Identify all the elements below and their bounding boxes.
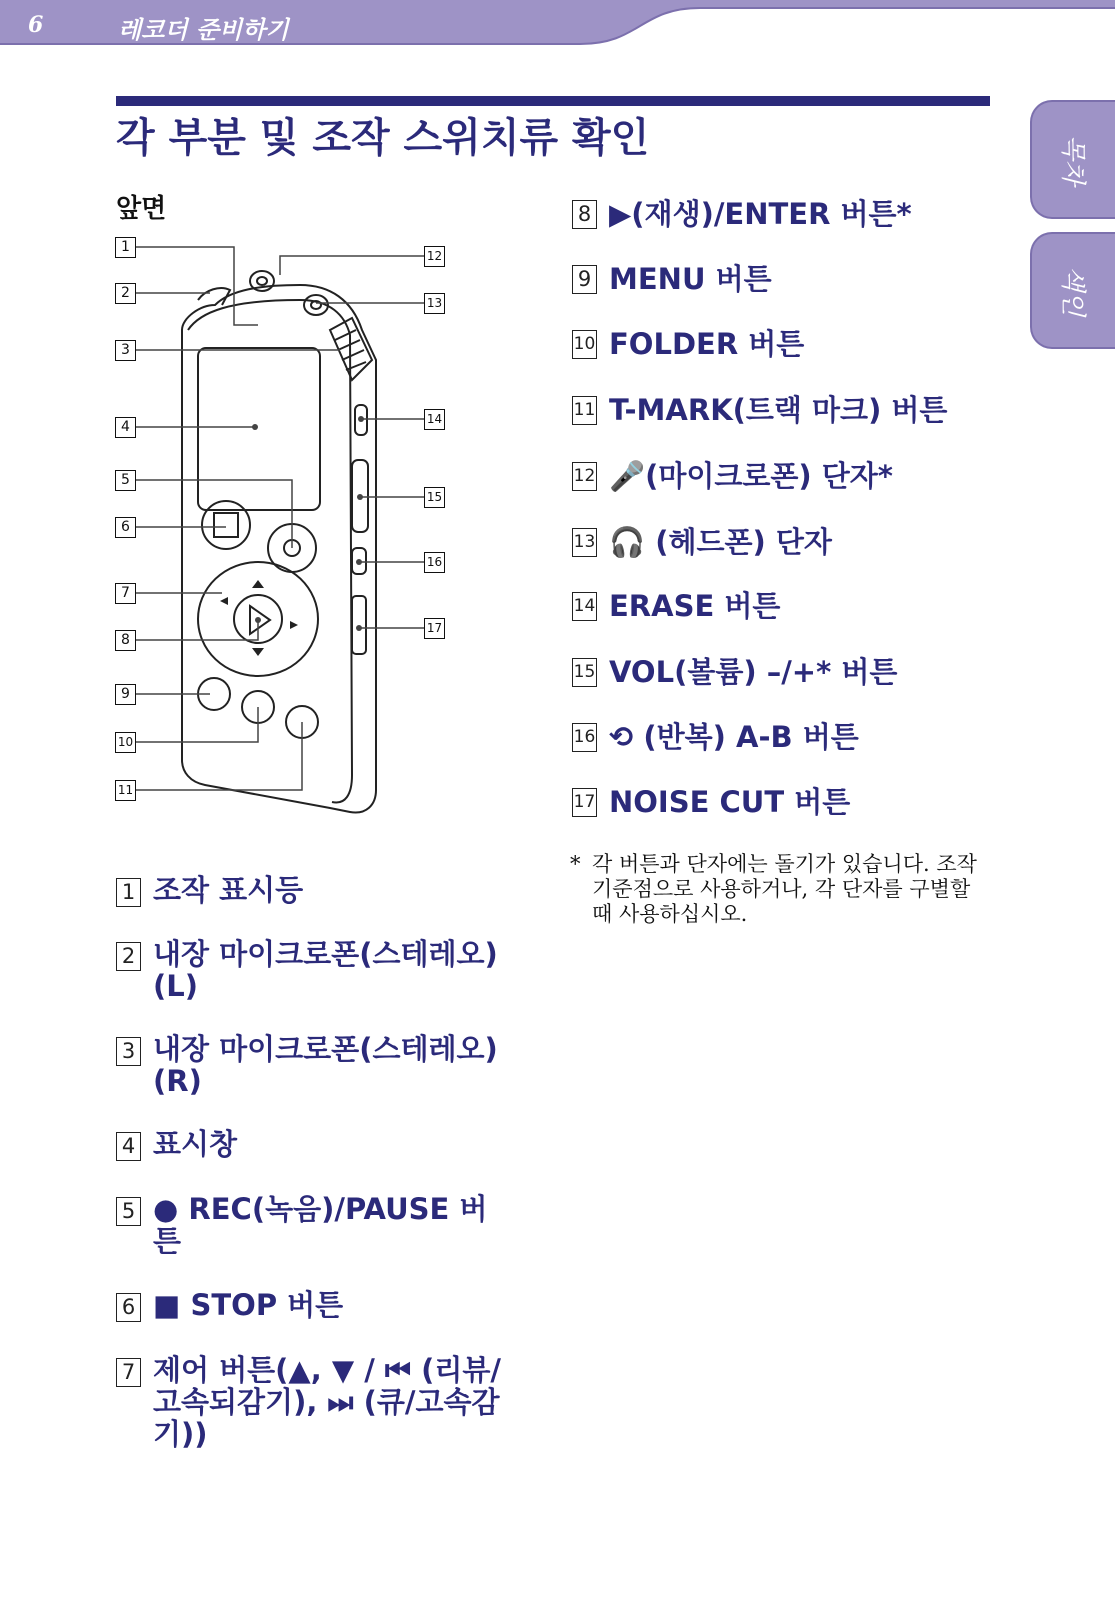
callout-12: 12 — [424, 246, 445, 267]
item-number: 13 — [572, 528, 597, 557]
callout-6: 6 — [115, 517, 136, 538]
footnote-text: 각 버튼과 단자에는 돌기가 있습니다. 조작 기준점으로 사용하거나, 각 단자를 구별할 때 사용하십시오. — [592, 852, 977, 926]
list-item — [116, 874, 516, 907]
item-text: 조작 표시등 — [153, 873, 304, 907]
list-item — [116, 1193, 516, 1257]
callout-16: 16 — [424, 552, 445, 573]
callout-1: 1 — [115, 237, 136, 258]
list-item — [116, 1128, 516, 1161]
list-item — [572, 196, 992, 230]
callout-11: 11 — [115, 780, 136, 801]
callout-2: 2 — [115, 283, 136, 304]
item-text: 내장 마이크로폰(스테레오)(R) — [153, 1032, 498, 1098]
item-number: 9 — [572, 265, 597, 294]
item-text: ● REC(녹음)/PAUSE 버튼 — [153, 1192, 488, 1258]
callout-7: 7 — [115, 583, 136, 604]
item-number: 2 — [116, 942, 141, 971]
item-text: 내장 마이크로폰(스테레오)(L) — [153, 937, 498, 1003]
item-number: 11 — [572, 396, 597, 425]
item-text: FOLDER 버튼 — [609, 327, 805, 361]
item-number: 10 — [572, 330, 597, 359]
item-text: 🎧 (헤드폰) 단자 — [609, 525, 832, 559]
item-text: ▶(재생)/ENTER 버튼* — [609, 197, 912, 231]
item-number: 12 — [572, 462, 597, 491]
stop-button — [202, 501, 250, 549]
callout-5: 5 — [115, 470, 136, 491]
section-title: 레코더 준비하기 — [118, 16, 289, 44]
item-text: MENU 버튼 — [609, 262, 772, 296]
front-heading: 앞면 — [116, 194, 167, 224]
item-number: 6 — [116, 1293, 141, 1322]
callout-14: 14 — [424, 409, 445, 430]
item-number: 14 — [572, 592, 597, 621]
callout-4: 4 — [115, 417, 136, 438]
list-item — [572, 261, 992, 295]
item-number: 3 — [116, 1037, 141, 1066]
page-number: 6 — [28, 12, 44, 38]
item-text: ■ STOP 버튼 — [153, 1288, 344, 1322]
item-text: 제어 버튼(▲, ▼ / ⏮ (리뷰/고속되감기), ⏭ (큐/고속감기)) — [153, 1353, 501, 1451]
list-item — [116, 1354, 516, 1450]
list-item — [572, 588, 992, 622]
page-title: 각 부분 및 조작 스위치류 확인 — [116, 115, 650, 161]
list-item — [116, 1289, 516, 1322]
callout-9: 9 — [115, 684, 136, 705]
list-item — [572, 392, 992, 426]
list-item — [572, 654, 992, 688]
display-window — [198, 348, 320, 510]
tab-index-label: 색인 — [1057, 265, 1087, 316]
callout-17: 17 — [424, 618, 445, 639]
recorder-body — [182, 285, 376, 813]
footnote — [570, 852, 990, 927]
list-item — [572, 458, 992, 492]
item-number: 5 — [116, 1197, 141, 1226]
callout-10: 10 — [115, 732, 136, 753]
item-number: 16 — [572, 723, 597, 752]
item-number: 15 — [572, 658, 597, 687]
callout-15: 15 — [424, 487, 445, 508]
item-text: 🎤(마이크로폰) 단자* — [609, 459, 893, 493]
callout-8: 8 — [115, 630, 136, 651]
callout-13: 13 — [424, 293, 445, 314]
item-text: ERASE 버튼 — [609, 589, 781, 623]
list-item — [572, 326, 992, 360]
item-text: ⟲ (반복) A-B 버튼 — [609, 720, 859, 754]
item-text: VOL(볼륨) –/+* 버튼 — [609, 655, 898, 689]
item-number: 8 — [572, 200, 597, 229]
item-number: 4 — [116, 1132, 141, 1161]
list-item — [116, 1033, 516, 1097]
item-text: T-MARK(트랙 마크) 버튼 — [609, 393, 948, 427]
callout-3: 3 — [115, 340, 136, 361]
list-item — [572, 784, 992, 818]
list-item — [572, 719, 992, 753]
item-number: 1 — [116, 878, 141, 907]
item-number: 7 — [116, 1358, 141, 1387]
item-text: 표시창 — [153, 1127, 238, 1161]
list-item — [572, 524, 992, 558]
item-number: 17 — [572, 788, 597, 817]
footnote-mark: * — [570, 852, 581, 876]
tab-toc-label: 목차 — [1057, 134, 1087, 185]
list-item — [116, 938, 516, 1002]
item-text: NOISE CUT 버튼 — [609, 785, 851, 819]
